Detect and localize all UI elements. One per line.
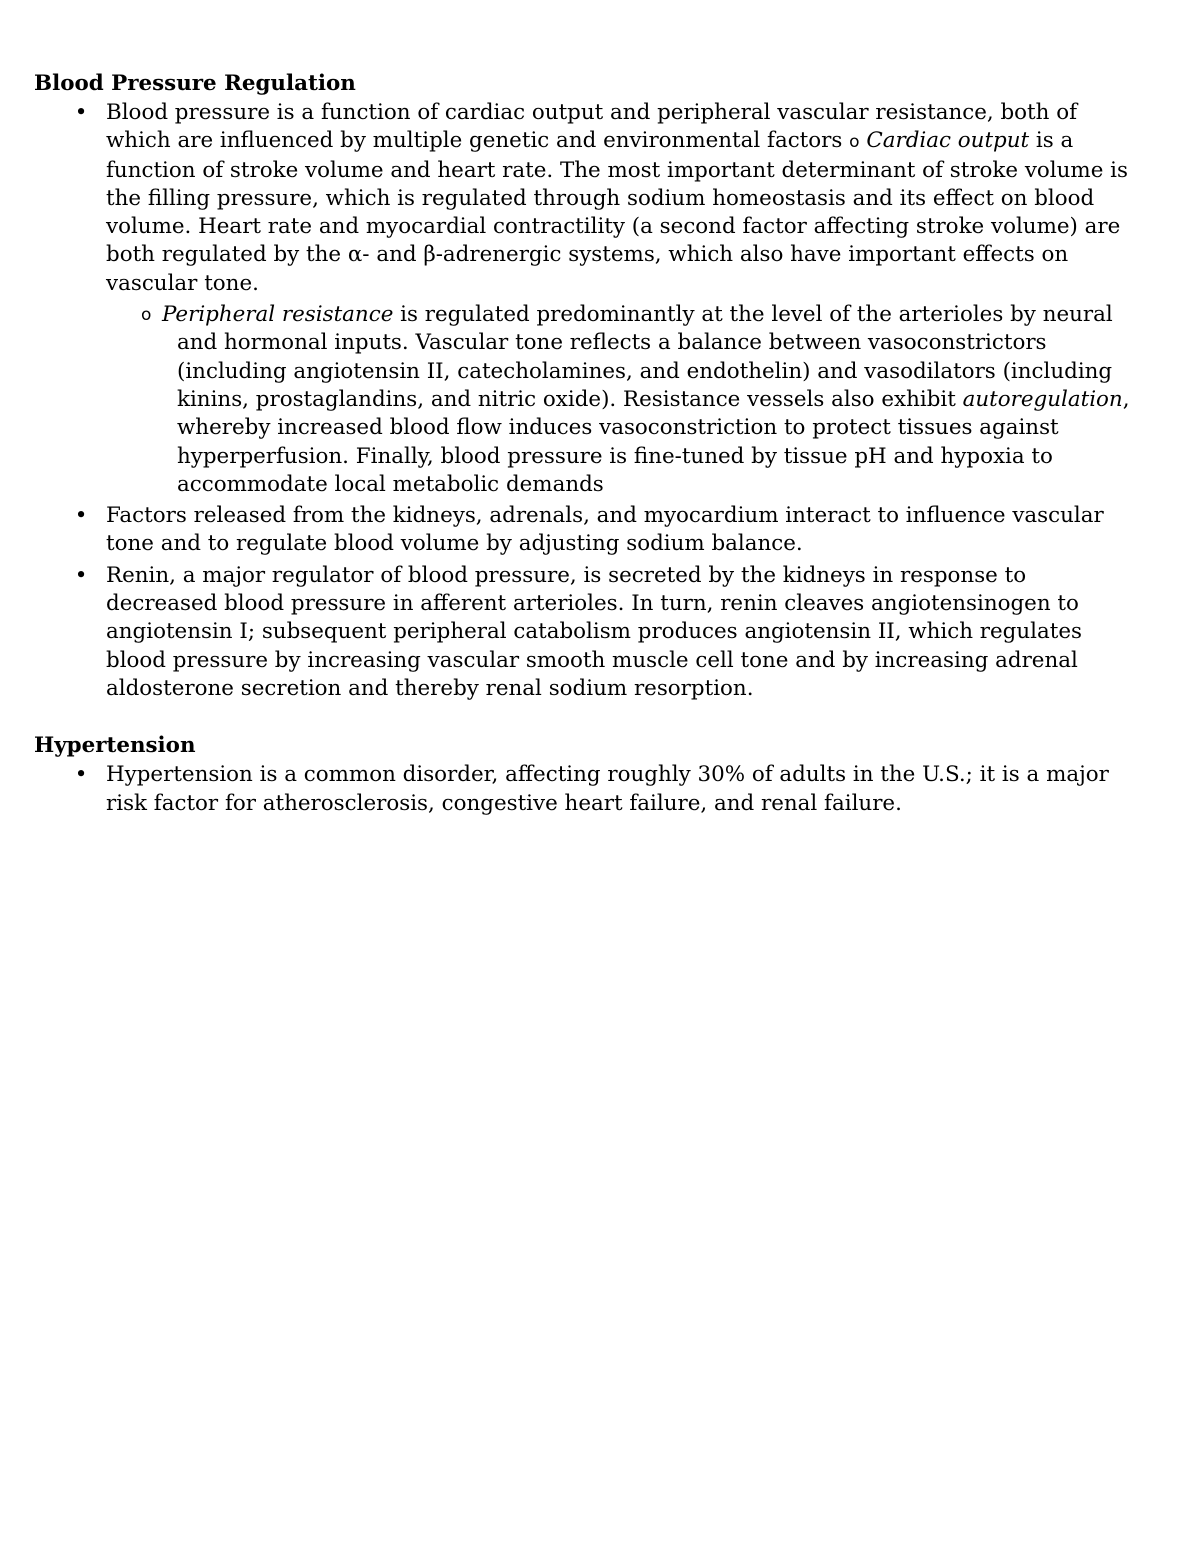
text-run: , whereby increased blood flow induces vasoconstriction to protect tissues against hyperperfusion. Finally, blood pressure is fine-tuned by tissue pH and hypoxia to accommodate local metabolic demands: [177, 386, 1130, 497]
bullet-list-blood-pressure: [34, 99, 1144, 703]
bullet-icon: •: [74, 100, 88, 125]
list-item: [34, 502, 1144, 559]
italic-term-cardiac-output: Cardiac output: [866, 128, 1030, 154]
list-item: [34, 761, 1144, 818]
paragraph-hypertension: Hypertension is a common disorder, affecting roughly 30% of adults in the U.S.; it is a major risk factor for atherosclerosis, congestive heart failure, and renal failure.: [106, 762, 1109, 816]
paragraph-factors: Factors released from the kidneys, adrenals, and myocardium interact to influence vascular tone and to regulate blood volume by adjusting sodium balance.: [106, 503, 1104, 557]
list-item: [34, 562, 1144, 703]
text-run: Blood pressure is a function of cardiac output and peripheral vascular resistance, both of which are influenced by multiple genetic and environmental factors: [106, 100, 1078, 154]
italic-term-peripheral-resistance: Peripheral resistance: [162, 302, 394, 328]
paragraph-peripheral-resistance: [162, 301, 1144, 499]
paragraph-renin: Renin, a major regulator of blood pressure, is secreted by the kidneys in response to decreased blood pressure in afferent arterioles. In turn, renin cleaves angiotensinogen to angiotensin I; subsequent peripheral catabolism produces angiotensin II, which regulates blood pressure by increasing vascular smooth muscle cell tone and by increasing adrenal aldosterone secretion and thereby renal sodium resorption.: [106, 562, 1082, 701]
bullet-icon: •: [74, 503, 88, 529]
list-item-sub: [34, 301, 1144, 499]
text-run: is a function of stroke volume and heart rate. The most important determinant of stroke volume is the filling pressure, which is regulated through sodium homeostasis and its effect on blood volume. Heart rate and myocardial contractility (a second factor affecting stroke volume) are both regulated by the α- and β-adrenergic systems, which also have important effects on vascular tone.: [106, 128, 1128, 296]
bullet-icon: •: [74, 762, 88, 788]
document-content: [34, 69, 1144, 818]
section-heading-blood-pressure-regulation: Blood Pressure Regulation: [34, 71, 356, 96]
bullet-list-hypertension: [34, 761, 1144, 818]
text-run: is regulated predominantly at the level of the arterioles by neural and hormonal inputs. Vascular tone reflects a balance between vasoconstrictors (including angiotensin II, catecholamines, and endothelin) and vasodilators (including kinins, prostaglandins, and nitric oxide). Resistance vessels also exhibit: [177, 302, 1113, 412]
section-gap: [34, 703, 1144, 731]
circle-marker-icon: o: [849, 132, 860, 153]
bullet-icon: •: [74, 562, 88, 588]
list-item: [34, 99, 1144, 298]
paragraph-cardiac-output: [106, 99, 1144, 298]
section-heading-hypertension: Hypertension: [34, 733, 196, 759]
sub-bullet-peripheral-resistance: [34, 301, 1144, 499]
circle-marker-icon: o: [141, 305, 152, 326]
italic-term-autoregulation: autoregulation: [962, 386, 1123, 412]
